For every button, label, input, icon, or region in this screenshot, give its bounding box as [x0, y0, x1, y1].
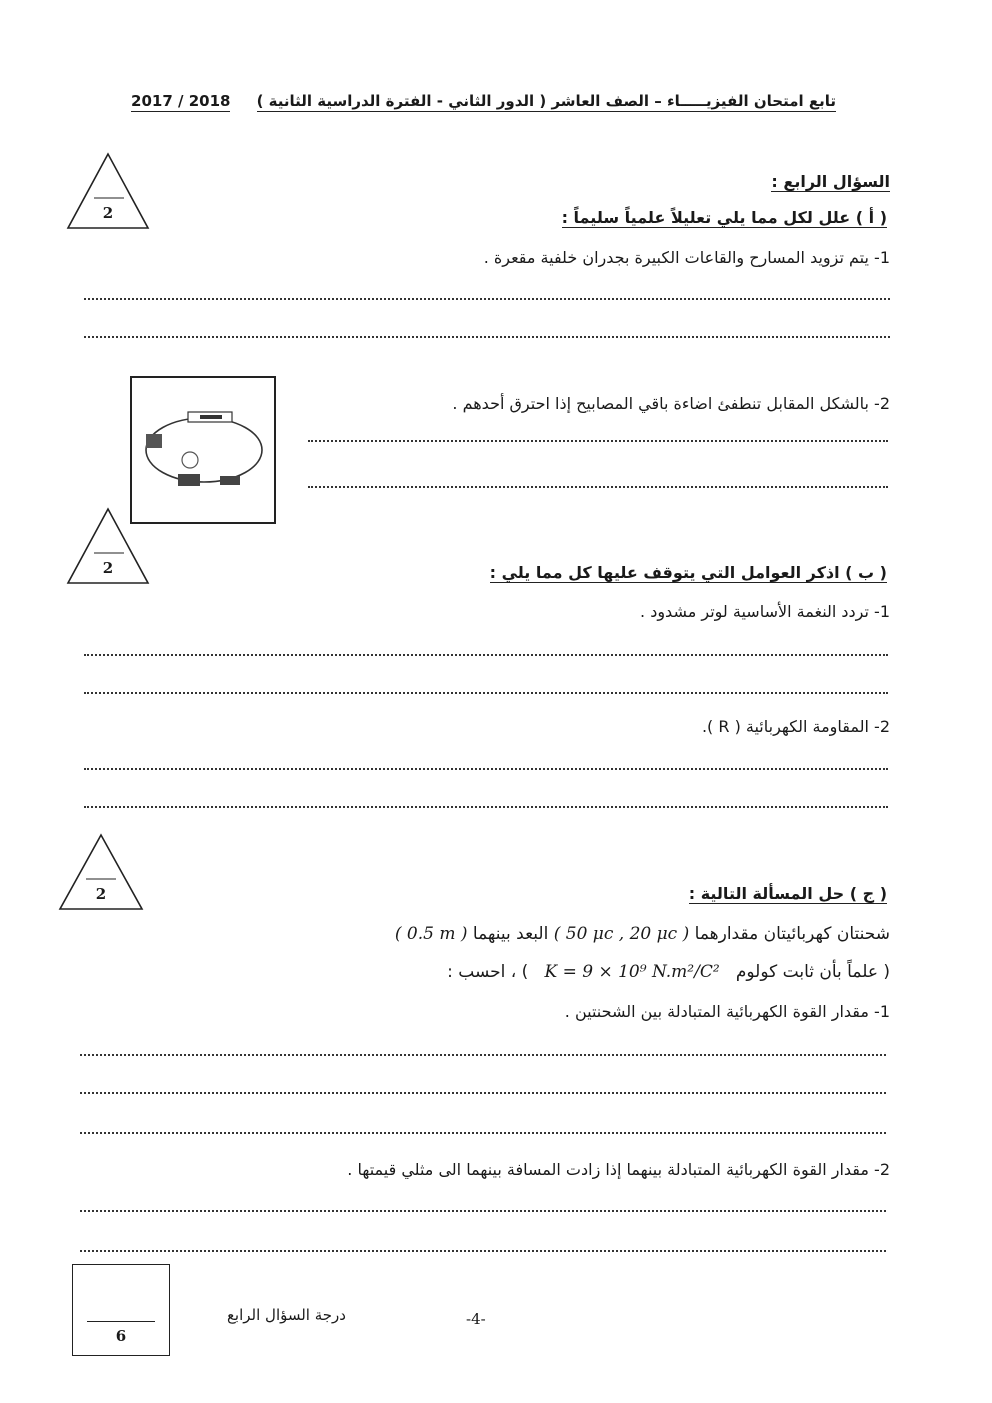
header-year: 2017 / 2018: [131, 92, 231, 110]
score-divider: [87, 1321, 155, 1322]
charge-values: ( 50 μc , 20 μc ): [553, 924, 690, 944]
total-score-label: درجة السؤال الرابع: [226, 1306, 346, 1324]
answer-line[interactable]: [308, 438, 888, 442]
part-a-item-1: 1- يتم تزويد المسارح والقاعات الكبيرة بجدران خلفية مقعرة .: [483, 248, 890, 267]
total-score-value: 6: [115, 1327, 127, 1345]
answer-line[interactable]: [84, 690, 888, 694]
exam-header: [131, 92, 836, 110]
answer-line[interactable]: [84, 804, 888, 808]
total-score-box: [72, 1264, 170, 1356]
answer-line[interactable]: [80, 1090, 886, 1094]
answer-line[interactable]: [80, 1130, 886, 1134]
circuit-figure: [130, 376, 276, 524]
part-a-item-2: 2- بالشكل المقابل تنطفئ اضاءة باقي المصابيح إذا احترق أحدهم .: [452, 394, 890, 413]
part-a-title: ( أ ) علل لكل مما يلي تعليلاً علمياً سليماً :: [561, 208, 887, 227]
score-b-value: 2: [102, 559, 114, 577]
part-c-item-1: 1- مقدار القوة الكهربائية المتبادلة بين الشحنتين .: [564, 1002, 890, 1021]
part-b-item-1: 1- تردد النغمة الأساسية لوتر مشدود .: [640, 602, 890, 621]
answer-line[interactable]: [80, 1208, 886, 1212]
page-number: -4-: [466, 1310, 486, 1328]
coulomb-constant: K = 9 × 10⁹ N.m²/C²: [544, 962, 720, 982]
distance-value: ( 0.5 m ): [394, 924, 468, 944]
score-triangle-b: [66, 507, 150, 585]
score-a-value: 2: [102, 204, 114, 222]
answer-line[interactable]: [84, 652, 888, 656]
answer-line[interactable]: [84, 334, 890, 338]
answer-line[interactable]: [80, 1052, 886, 1056]
problem-line-2: ( علماً بأن ثابت كولوم K = 9 × 10⁹ N.m²/C² ) ، احسب :: [447, 962, 890, 982]
part-c-title: ( ج ) حل المسألة التالية :: [688, 884, 887, 903]
score-c-value: 2: [95, 885, 107, 903]
question-title: السؤال الرابع :: [771, 172, 890, 191]
part-b-title: ( ب ) اذكر العوامل التي يتوقف عليها كل مما يلي :: [489, 563, 887, 582]
part-c-item-2: 2- مقدار القوة الكهربائية المتبادلة بينهما إذا زادت المسافة بينهما الى مثلي قيمتها .: [347, 1160, 890, 1179]
header-text: تابع امتحان الفيزيـــــاء – الصف العاشر ( الدور الثاني - الفترة الدراسية الثانية ): [256, 92, 836, 110]
answer-line[interactable]: [84, 766, 888, 770]
score-triangle-a: [66, 152, 150, 230]
part-b-item-2: 2- المقاومة الكهربائية ( R ).: [701, 717, 890, 736]
score-triangle-c: [58, 833, 144, 911]
series-circuit-icon: [132, 378, 274, 522]
problem-line-1: شحنتان كهربائيتان مقدارهما ( 50 μc , 20 μc ) البعد بينهما ( 0.5 m ): [394, 924, 890, 944]
answer-line[interactable]: [308, 484, 888, 488]
answer-line[interactable]: [84, 296, 890, 300]
answer-line[interactable]: [80, 1248, 886, 1252]
